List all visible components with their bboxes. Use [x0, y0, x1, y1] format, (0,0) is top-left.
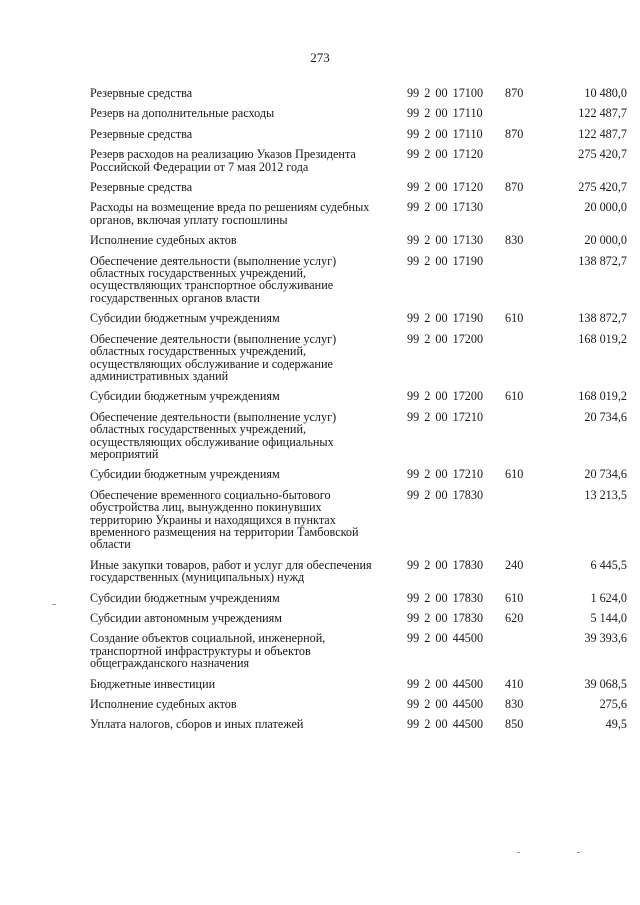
table-row [90, 148, 635, 173]
expense-type-code: 610 [505, 389, 524, 404]
table-row [90, 255, 635, 305]
expense-name: Уплата налогов, сборов и иных платежей [90, 717, 304, 732]
amount: 122 487,7 [578, 106, 627, 121]
table-row [90, 718, 635, 730]
amount: 1 624,0 [590, 590, 627, 605]
program-code: 99 2 00 44500 [407, 676, 484, 691]
program-code: 99 2 00 17830 [407, 611, 484, 625]
expense-name: Иные закупки товаров, работ и услуг для обеспечения государственных (муниципальных) нужд [90, 557, 372, 585]
amount: 20 734,6 [584, 467, 627, 482]
amount: 275,6 [599, 697, 627, 712]
amount: 39 393,6 [584, 631, 627, 646]
scan-mark [517, 852, 520, 853]
amount: 275 420,7 [578, 147, 627, 162]
expense-type-code: 620 [505, 611, 524, 625]
table-row [90, 468, 635, 480]
expense-name: Бюджетные инвестиции [90, 676, 216, 691]
expense-type-code: 610 [505, 590, 524, 605]
expense-name: Обеспечение деятельности (выполнение услуг) областных государственных учреждений, осуществляющих транспортное обслуживание государственных органов власти [90, 253, 337, 305]
program-code: 99 2 00 17130 [407, 233, 484, 248]
program-code: 99 2 00 17830 [407, 557, 484, 572]
budget-table [90, 87, 635, 739]
expense-name: Субсидии автономным учреждениям [90, 611, 282, 625]
table-row [90, 333, 635, 383]
amount: 122 487,7 [578, 126, 627, 141]
expense-type-code: 870 [505, 180, 524, 195]
program-code: 99 2 00 44500 [407, 697, 484, 712]
expense-type-code: 610 [505, 467, 524, 482]
table-row [90, 592, 635, 604]
expense-type-code: 610 [505, 311, 524, 326]
table-row [90, 411, 635, 461]
expense-name: Субсидии бюджетным учреждениям [90, 467, 280, 482]
expense-name: Обеспечение деятельности (выполнение услуг) областных государственных учреждений, осуществляющих обслуживание официальных мероприятий [90, 409, 337, 461]
table-row [90, 489, 635, 551]
amount: 49,5 [605, 717, 627, 732]
amount: 138 872,7 [578, 311, 627, 326]
program-code: 99 2 00 17200 [407, 331, 484, 346]
expense-type-code: 830 [505, 233, 524, 248]
program-code: 99 2 00 17100 [407, 86, 484, 100]
expense-type-code: 240 [505, 557, 524, 572]
expense-type-code: 850 [505, 717, 524, 732]
table-row [90, 128, 635, 140]
program-code: 99 2 00 17200 [407, 389, 484, 404]
table-row [90, 390, 635, 402]
program-code: 99 2 00 17120 [407, 147, 484, 162]
expense-name: Расходы на возмещение вреда по решениям судебных органов, включая уплату госпошлины [90, 200, 370, 227]
table-row [90, 678, 635, 690]
expense-name: Резервные средства [90, 180, 193, 195]
table-row [90, 312, 635, 324]
amount: 39 068,5 [584, 676, 627, 691]
program-code: 99 2 00 17210 [407, 467, 484, 482]
expense-name: Исполнение судебных актов [90, 233, 237, 248]
amount: 13 213,5 [584, 487, 627, 502]
expense-type-code: 870 [505, 86, 524, 100]
expense-name: Обеспечение временного социально-бытового обустройства лиц, вынужденно покинувших территорию Украины и находящихся в пунктах временного размещения на территории Тамбовской области [90, 487, 359, 552]
table-row [90, 107, 635, 119]
expense-name: Резервные средства [90, 86, 193, 100]
program-code: 99 2 00 44500 [407, 631, 484, 646]
program-code: 99 2 00 44500 [407, 717, 484, 732]
expense-name: Создание объектов социальной, инженерной, транспортной инфраструктуры и объектов общегражданского назначения [90, 631, 326, 671]
expense-name: Резерв расходов на реализацию Указов Президента Российской Федерации от 7 мая 2012 года [90, 147, 356, 174]
program-code: 99 2 00 17830 [407, 487, 484, 502]
expense-name: Резерв на дополнительные расходы [90, 106, 275, 121]
expense-type-code: 830 [505, 697, 524, 712]
table-row [90, 234, 635, 246]
table-row [90, 632, 635, 669]
amount: 138 872,7 [578, 253, 627, 268]
amount: 10 480,0 [584, 86, 627, 100]
amount: 5 144,0 [590, 611, 627, 625]
amount: 6 445,5 [590, 557, 627, 572]
table-row [90, 201, 635, 226]
expense-type-code: 870 [505, 126, 524, 141]
table-row [90, 612, 635, 624]
expense-name: Резервные средства [90, 126, 193, 141]
expense-name: Субсидии бюджетным учреждениям [90, 590, 280, 605]
program-code: 99 2 00 17130 [407, 200, 484, 215]
program-code: 99 2 00 17210 [407, 409, 484, 424]
page-number: 273 [310, 50, 330, 65]
table-row [90, 181, 635, 193]
expense-name: Субсидии бюджетным учреждениям [90, 311, 280, 326]
expense-type-code: 410 [505, 676, 524, 691]
table-row [90, 698, 635, 710]
expense-name: Исполнение судебных актов [90, 697, 237, 712]
program-code: 99 2 00 17110 [407, 126, 483, 141]
program-code: 99 2 00 17110 [407, 106, 483, 121]
amount: 168 019,2 [578, 331, 627, 346]
amount: 275 420,7 [578, 180, 627, 195]
amount: 20 000,0 [584, 200, 627, 215]
program-code: 99 2 00 17190 [407, 311, 484, 326]
amount: 20 734,6 [584, 409, 627, 424]
program-code: 99 2 00 17190 [407, 253, 484, 268]
program-code: 99 2 00 17120 [407, 180, 484, 195]
amount: 20 000,0 [584, 233, 627, 248]
table-row [90, 559, 635, 584]
expense-name: Обеспечение деятельности (выполнение услуг) областных государственных учреждений, осуществляющих обслуживание и содержание административных зданий [90, 331, 337, 383]
program-code: 99 2 00 17830 [407, 590, 484, 605]
expense-name: Субсидии бюджетным учреждениям [90, 389, 280, 404]
table-row [90, 87, 635, 99]
scan-mark [577, 852, 580, 853]
scan-mark [52, 604, 56, 605]
amount: 168 019,2 [578, 389, 627, 404]
